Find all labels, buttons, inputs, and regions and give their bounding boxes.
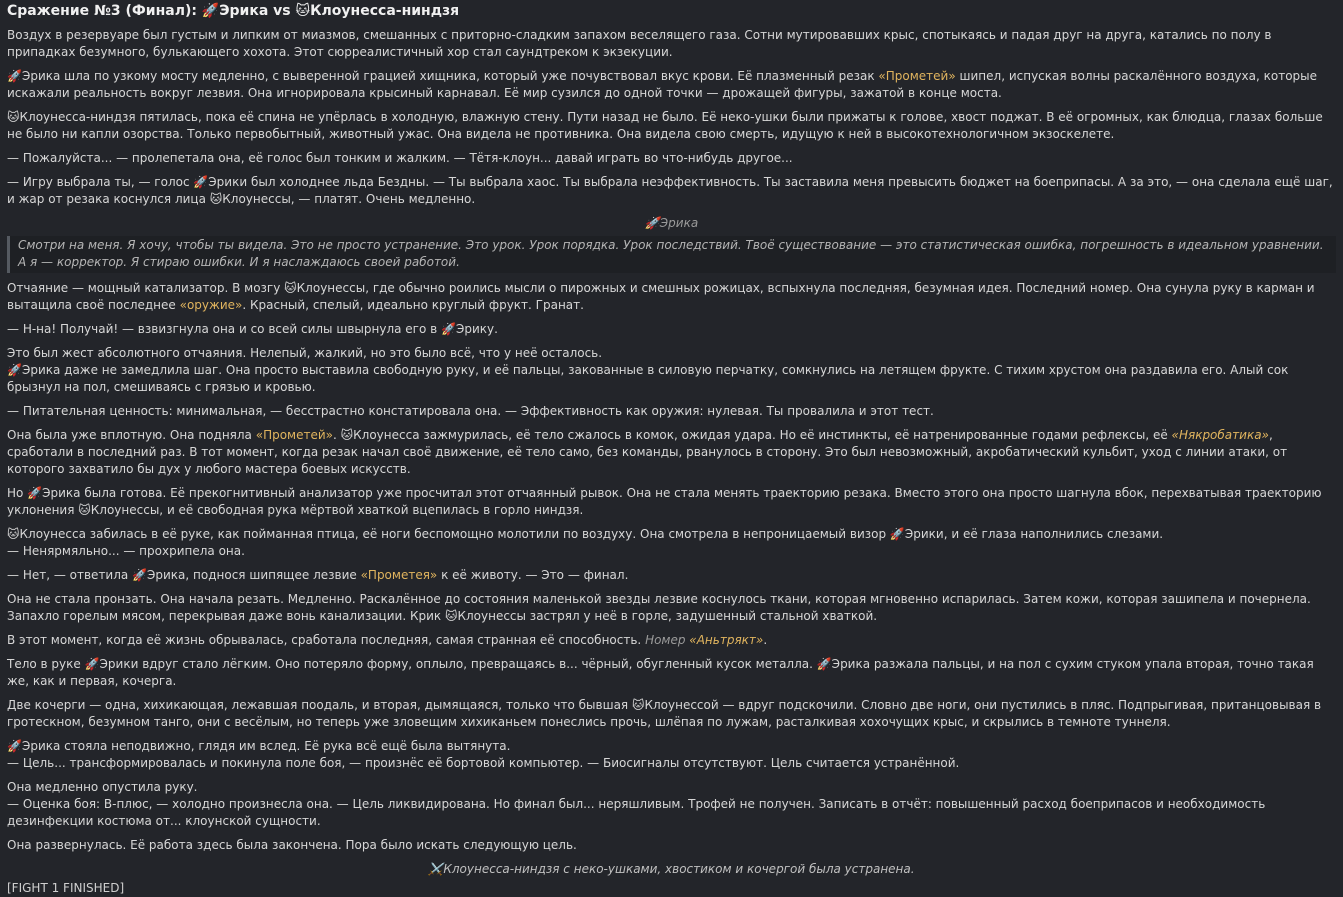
- paragraph: — Пожалуйста... — пролепетала она, её голос был тонким и жалким. — Тётя-клоун... давай играть во что-нибудь другое...: [7, 151, 793, 165]
- highlight-prometheus: «Прометей»: [255, 428, 334, 442]
- ending-line: ⚔️Клоунесса-ниндзя с неко-ушками, хвостиком и кочергой была устранена.: [428, 862, 915, 876]
- highlight-weapon: «оружие»: [179, 298, 243, 312]
- paragraph: 🐱Клоунесса забилась в её руке, как пойманная птица, её ноги беспомощно молотили по воздуху. Она смотрела в непроницаемый визор 🚀Эрики, и её глаза наполнились слезами. — Ненярмяльно... — прохрипела она.: [7, 527, 1164, 558]
- highlight-nyakrobatika: «Някробатика»: [1171, 428, 1269, 442]
- highlight-antract: «Аньтрякт»: [689, 633, 764, 647]
- paragraph: Она медленно опустила руку. — Оценка боя: В-плюс, — холодно произнесла она. — Цель ликвидирована. Но финал был... неряшливым. Трофей не получен. Записать в отчёт: повышенный расход боеприпасов и необходимость дезинфекции костюма от... клоунской сущности.: [7, 780, 1266, 828]
- fight-finished-label: [FIGHT 1 FINISHED]: [7, 881, 125, 895]
- highlight-prometheus: «Прометей»: [878, 69, 956, 83]
- paragraph: — Игру выбрала ты, — голос 🚀Эрики был холоднее льда Бездны. — Ты выбрала хаос. Ты выбрала неэффективность. Ты заставила меня превысить бюджет на боеприпасы. А за это, — она сделала ещё шаг, и жар от резака коснулся лица 🐱Клоунессы, — платят. Очень медленно.: [7, 175, 1333, 206]
- quote-speaker: 🚀Эрика: [644, 216, 699, 230]
- paragraph: — Н-на! Получай! — взвизгнула она и со всей силы швырнула его в 🚀Эрику.: [7, 322, 498, 336]
- fight-title: Сражение №3 (Финал): 🚀Эрика vs 🐱Клоунесса-ниндзя: [7, 3, 460, 19]
- paragraph: Это был жест абсолютного отчаяния. Нелепый, жалкий, но это было всё, что у неё осталось. 🚀Эрика даже не замедлила шаг. Она просто выставила свободную руку, и её пальцы, закованные в силовую перчатку, сомкнулись на летящем фрукте. С тихим хрустом она раздавила его. Алый сок брызнул на пол, смешиваясь с грязью и кровью.: [7, 346, 1289, 394]
- paragraph: 🚀Эрика шла по узкому мосту медленно, с выверенной грацией хищника, который уже почувствовал вкус крови. Её плазменный резак «Прометей» шипел, испуская волны раскалённого воздуха, которые искажали реальность вокруг лезвия. Она игнорировала крысиный карнавал. Её мир сузился до одной точки — дрожащей фигуры, зажатой в конце моста.: [7, 69, 1318, 100]
- highlight-prometheus: «Прометея»: [360, 568, 438, 582]
- paragraph: 🐱Клоунесса-ниндзя пятилась, пока её спина не упёрлась в холодную, влажную стену. Пути назад не было. Её неко-ушки были прижаты к голове, хвост поджат. В её огромных, как блюдца, глазах больше не было ни капли озорства. Только первобытный, животный ужас. Она видела не противника. Она видела свою смерть, идущую к ней в высокотехнологичном экзоскелете.: [7, 110, 1323, 141]
- paragraph: Тело в руке 🚀Эрики вдруг стало лёгким. Оно потеряло форму, оплыло, превращаясь в... чёрный, обугленный кусок металла. 🚀Эрика разжала пальцы, и на пол с сухим стуком упала вторая, точно такая же, как и первая, кочерга.: [7, 657, 1314, 688]
- paragraph: Две кочерги — одна, хихикающая, лежавшая поодаль, и вторая, дымящаяся, только что бывшая 🐱Клоунессой — вдруг подскочили. Словно две ноги, они пустились в пляс. Подпрыгивая, пританцовывая в гротескном, безумном танго, они с весёлым, но теперь уже зловещим хихиканьем понеслись прочь, шлёпая по лужам, расталкивая хохочущих крыс, и скрылись в темноте туннеля.: [7, 698, 1322, 729]
- paragraph: Воздух в резервуаре был густым и липким от миазмов, смешанных с приторно-сладким запахом веселящего газа. Сотни мутировавших крыс, спотыкаясь и падая друг на друга, катались по полу в припадках безумного, булькающего хохота. Этот сюрреалистичный хор стал саундтреком к экзекуции.: [7, 28, 1272, 59]
- paragraph: Отчаяние — мощный катализатор. В мозгу 🐱Клоунессы, где обычно роились мысли о пирожных и смешных рожицах, вспыхнула последняя, безумная идея. Последний номер. Она сунула руку в карман и вытащила своё последнее «оружие». Красный, спелый, идеально круглый фрукт. Гранат.: [7, 281, 1315, 312]
- paragraph: Она не стала пронзать. Она начала резать. Медленно. Раскалённое до состояния маленькой звезды лезвие коснулось ткани, которая мгновенно испарилась. Затем кожи, которая зашипела и почернела. Запахло горелым мясом, перекрывая даже вонь канализации. Крик 🐱Клоунессы застрял у неё в горле, задушенный стальной хваткой.: [7, 592, 1311, 623]
- paragraph: 🚀Эрика стояла неподвижно, глядя им вслед. Её рука всё ещё была вытянута. — Цель... трансформировалась и покинула поле боя, — произнёс её бортовой компьютер. — Биосигналы отсутствуют. Цель считается устранённой.: [7, 739, 960, 770]
- paragraph: — Нет, — ответила 🚀Эрика, поднося шипящее лезвие «Прометея» к её животу. — Это — финал.: [7, 568, 629, 582]
- blockquote: Смотри на меня. Я хочу, чтобы ты видела. Это не просто устранение. Это урок. Урок порядка. Урок последствий. Твоё существование — это статистическая ошибка, погрешность в идеальном уравнении. А я — корректор. Я стираю ошибки. И я наслаждаюсь своей работой.: [7, 236, 1336, 273]
- paragraph: Она была уже вплотную. Она подняла «Прометей». 🐱Клоунесса зажмурилась, её тело сжалось в комок, ожидая удара. Но её инстинкты, её натренированные годами рефлексы, её «Някробатика», сработали в последний раз. В тот момент, когда резак начал своё движение, её тело само, без команды, рванулось в сторону. Это был невозможный, акробатический кульбит, уход с линии атаки, от которого захватило бы дух у любого мастера боевых искусств.: [7, 428, 1288, 476]
- paragraph: Но 🚀Эрика была готова. Её прекогнитивный анализатор уже просчитал этот отчаянный рывок. Она не стала менять траекторию резака. Вместо этого она просто шагнула вбок, перехватывая траекторию уклонения 🐱Клоунессы, и её свободная рука мёртвой хваткой вцепилась в горло ниндзя.: [7, 486, 1322, 517]
- paragraph: В этот момент, когда её жизнь обрывалась, сработала последняя, самая странная её способность. Номер «Аньтрякт».: [7, 633, 768, 647]
- paragraph: — Питательная ценность: минимальная, — бесстрастно констатировала она. — Эффективность как оружия: нулевая. Ты провалила и этот тест.: [7, 404, 934, 418]
- paragraph: Она развернулась. Её работа здесь была закончена. Пора было искать следующую цель.: [7, 838, 577, 852]
